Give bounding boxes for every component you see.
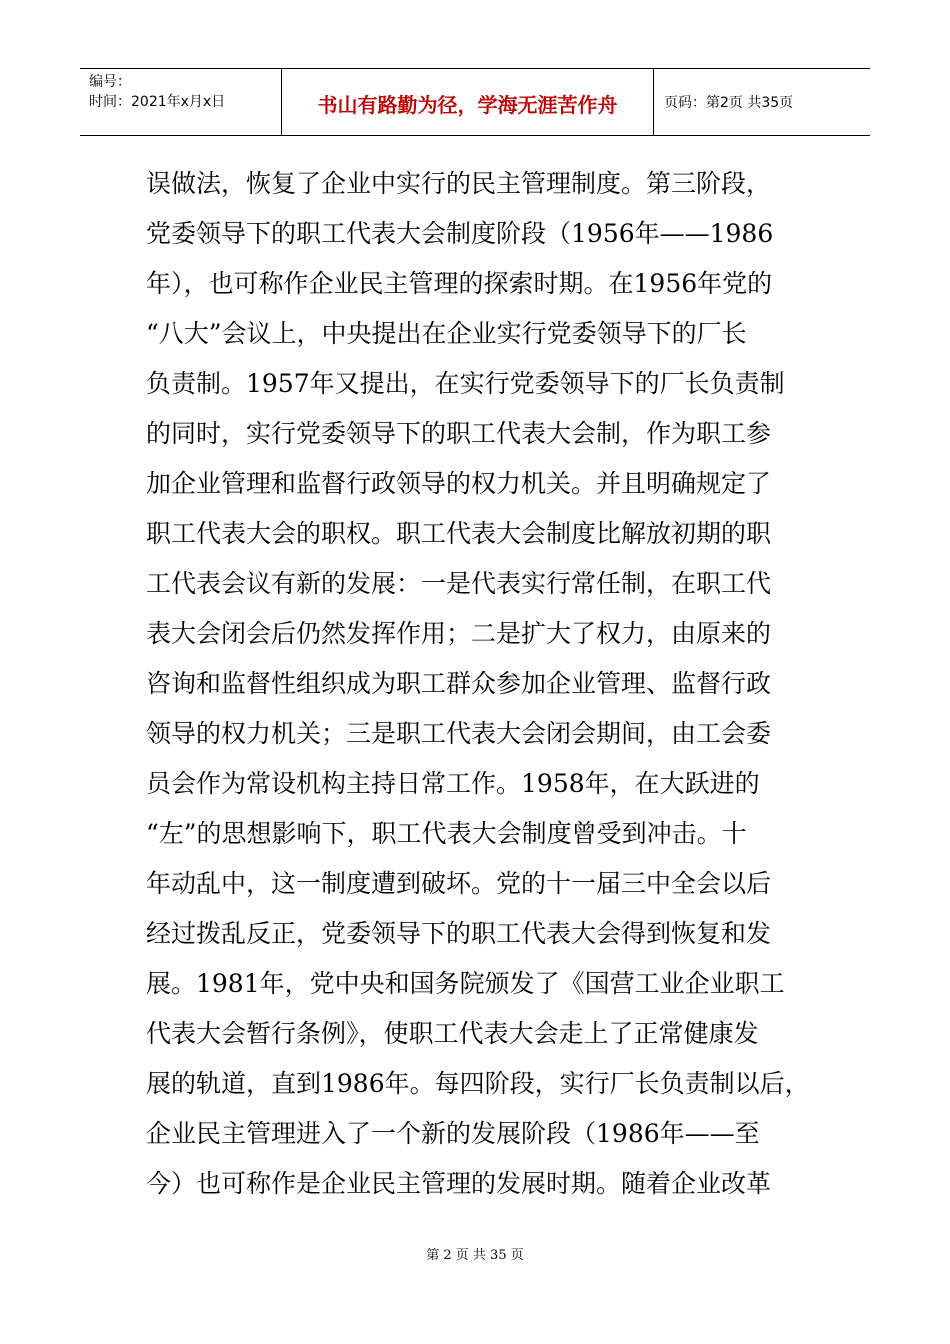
body-line: 职工代表大会的职权。职工代表大会制度比解放初期的职 [146,519,772,548]
document-time-label: 时间：2021年x月x日 [89,94,226,110]
body-line: 误做法，恢复了企业中实行的民主管理制度。第三阶段， [146,169,772,198]
page-header [80,68,870,136]
body-line: “八大”会议上，中央提出在企业实行党委领导下的厂长 [146,319,747,348]
body-line: 咨询和监督性组织成为职工群众参加企业管理、监督行政 [146,669,772,698]
body-line: 今）也可称作是企业民主管理的发展时期。随着企业改革 [146,1169,772,1198]
body-line: 加企业管理和监督行政领导的权力机关。并且明确规定了 [146,469,772,498]
page-footer: 第 2 页 共 35 页 [426,1248,524,1263]
header-meta [80,69,282,135]
body-line: 的同时，实行党委领导下的职工代表大会制，作为职工参 [146,419,772,448]
document-body [146,159,814,1209]
body-line: 党委领导下的职工代表大会制度阶段（1956年——1986 [146,219,774,248]
body-line: 展的轨道，直到1986年。每四阶段，实行厂长负责制以后， [146,1069,810,1098]
header-page-info: 页码：第2页 共35页 [664,95,794,111]
body-line: 代表大会暂行条例》，使职工代表大会走上了正常健康发 [146,1019,759,1048]
body-line: 领导的权力机关；三是职工代表大会闭会期间，由工会委 [146,719,772,748]
header-motto: 书山有路勤为径，学海无涯苦作舟 [282,69,654,135]
body-line: 企业民主管理进入了一个新的发展阶段（1986年——至 [146,1119,760,1148]
document-number-label: 编号： [89,74,131,90]
body-line: 展。1981年，党中央和国务院颁发了《国营工业企业职工 [146,969,785,998]
body-line: 负责制。1957年又提出，在实行党委领导下的厂长负责制 [146,369,785,398]
body-line: 经过拨乱反正，党委领导下的职工代表大会得到恢复和发 [146,919,772,948]
body-line: 员会作为常设机构主持日常工作。1958年，在大跃进的 [146,769,760,798]
body-line: 年），也可称作企业民主管理的探索时期。在1956年党的 [146,269,773,298]
body-line: “左”的思想影响下，职工代表大会制度曾受到冲击。十 [146,819,747,848]
body-line: 表大会闭会后仍然发挥作用；二是扩大了权力，由原来的 [146,619,772,648]
body-line: 年动乱中，这一制度遭到破坏。党的十一届三中全会以后 [146,869,772,898]
body-line: 工代表会议有新的发展：一是代表实行常任制，在职工代 [146,569,772,598]
